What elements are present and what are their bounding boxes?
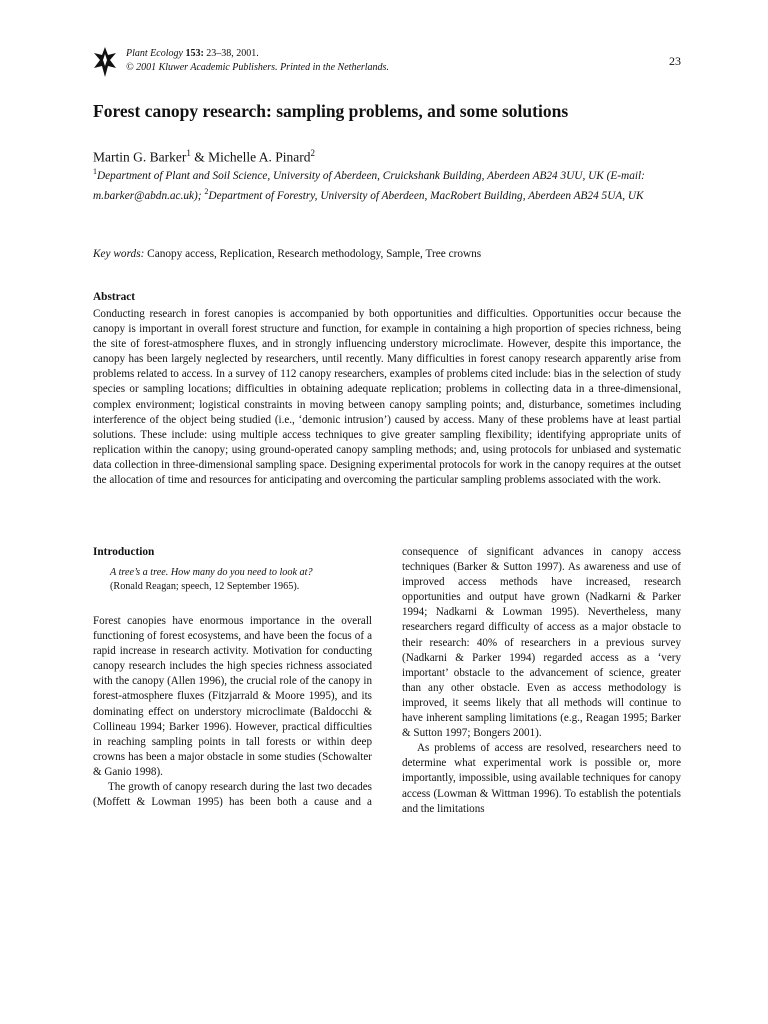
abstract-text: Conducting research in forest canopies is accompanied by both opportunities and difficulties. Opportunities occur because the canopy is important in overall forest structure and function, for example in containing a high proportion of species richness, being the site of forest-atmosphere fluxes, and in strongly influencing understory microclimate. However, despite this importance, the canopy has been largely neglected by researchers, until recently. Many difficulties in forest canopy research apparently arise from problems related to access. In a survey of 112 canopy researchers, examples of problems cited include: bias in the selection of study species or sampling locations; difficulties in obtaining adequate replication; problems in collecting data in a three-dimensional, complex environment; logistical constraints in moving between canopy sampling points; and, disturbance, sometimes including interference of the object being studied (i.e., ‘demonic intrusion’) caused by access. Many of these problems have at least partial solutions. These include: using multiple access techniques to give greater sampling flexibility; identifying appropriate units of replication within the canopy; using ground-operated canopy sampling methods; and, using protocols for unbiased and systematic data collection in three-dimensional sampling space. Designing experimental protocols for work in the canopy requires at the outset the allocation of time and resources for anticipating and overcoming the particular sampling problems associated with the work. [93,308,681,487]
keywords [93,248,481,260]
author-2-sup: 2 [310,148,315,158]
affiliation-2: Department of Forestry, University of Aberdeen, MacRobert Building, Aberdeen AB24 5UA, UK [208,189,644,202]
intro-paragraph-1: Forest canopies have enormous importance in the overall functioning of forest ecosystems, and have been the focus of a rapid increase in research activity. Motivation for conducting canopy research includes the high species richness associated with the canopy (Allen 1996), the crucial role of the canopy in forest-atmosphere fluxes (Fitzjarrald & Moore 1995), and its dominating effect on understory microclimate (Baldocchi & Collineau 1994; Barker 1996). However, practical difficulties in reaching sampling points in tall forests or within deep crowns has been a major obstacle in some studies (Schowalter & Ganio 1998). [93,615,372,778]
journal-pages: 23–38, 2001. [206,48,259,59]
keywords-text: Canopy access, Replication, Research methodology, Sample, Tree crowns [144,248,482,260]
intro-paragraph-2-continued: consequence of significant advances in canopy access techniques (Barker & Sutton 1997). As awareness and use of improved access methods have increased, research opportunities and output have grown (Nadkarni & Parker 1994; Nadkarni & Lowman 1995). Nevertheless, many researchers regard difficulty of access as a major obstacle to their research: 40% of researchers in a previous survey (Nadkarni & Parker 1994) regarded access as a ‘very important’ obstacle to the advancement of science, greater than any other obstacle. Even as access methodology is improved, it seems likely that all methods will continue to have inherent sampling limitations (e.g., Reagan 1995; Barker & Sutton 1997; Bongers 2001). [402,546,681,740]
affiliations [93,164,683,204]
author-2: Michelle A. Pinard [208,149,311,165]
journal-citation [126,47,389,61]
intro-paragraph-2: The growth of canopy research during the last two decades (Moffett & Lowman 1995) has been both a cause and a [93,781,372,809]
quote-text: A tree’s a tree. How many do you need to look at? [110,567,313,578]
author-1-sup: 1 [186,148,191,158]
left-column [93,545,372,810]
quote-source: (Ronald Reagan; speech, 12 September 1965). [110,581,300,592]
intro-paragraph-3: As problems of access are resolved, researchers need to determine what experimental work is possible or, more importantly, impossible, using available techniques for canopy access (Lowman & Wittman 1996). To establish the potentials and the limitations [402,742,681,815]
affiliation-1: Department of Plant and Soil Science, University of Aberdeen, Cruickshank Building, Aberdeen AB24 3UU, UK (E-mail: m.barker@abdn.ac.uk); [93,169,645,202]
introduction-heading: Introduction [93,546,155,558]
author-line [93,148,315,166]
keywords-label: Key words: [93,248,145,260]
publisher-line: © 2001 Kluwer Academic Publishers. Printed in the Netherlands. [126,62,389,73]
journal-name: Plant Ecology [126,48,183,59]
author-separator: & [190,149,209,165]
journal-info [126,47,389,75]
author-1: Martin G. Barker [93,149,187,165]
affiliation-2-sup: 2 [204,186,209,196]
right-column [402,545,681,817]
paper-title: Forest canopy research: sampling problems, and some solutions [93,101,569,121]
journal-volume: 153: [185,48,204,59]
affiliation-1-sup: 1 [93,167,97,176]
epigraph-quote [110,566,372,594]
abstract-heading: Abstract [93,291,136,303]
publisher-logo-icon [93,46,117,78]
page-number: 23 [669,54,681,68]
